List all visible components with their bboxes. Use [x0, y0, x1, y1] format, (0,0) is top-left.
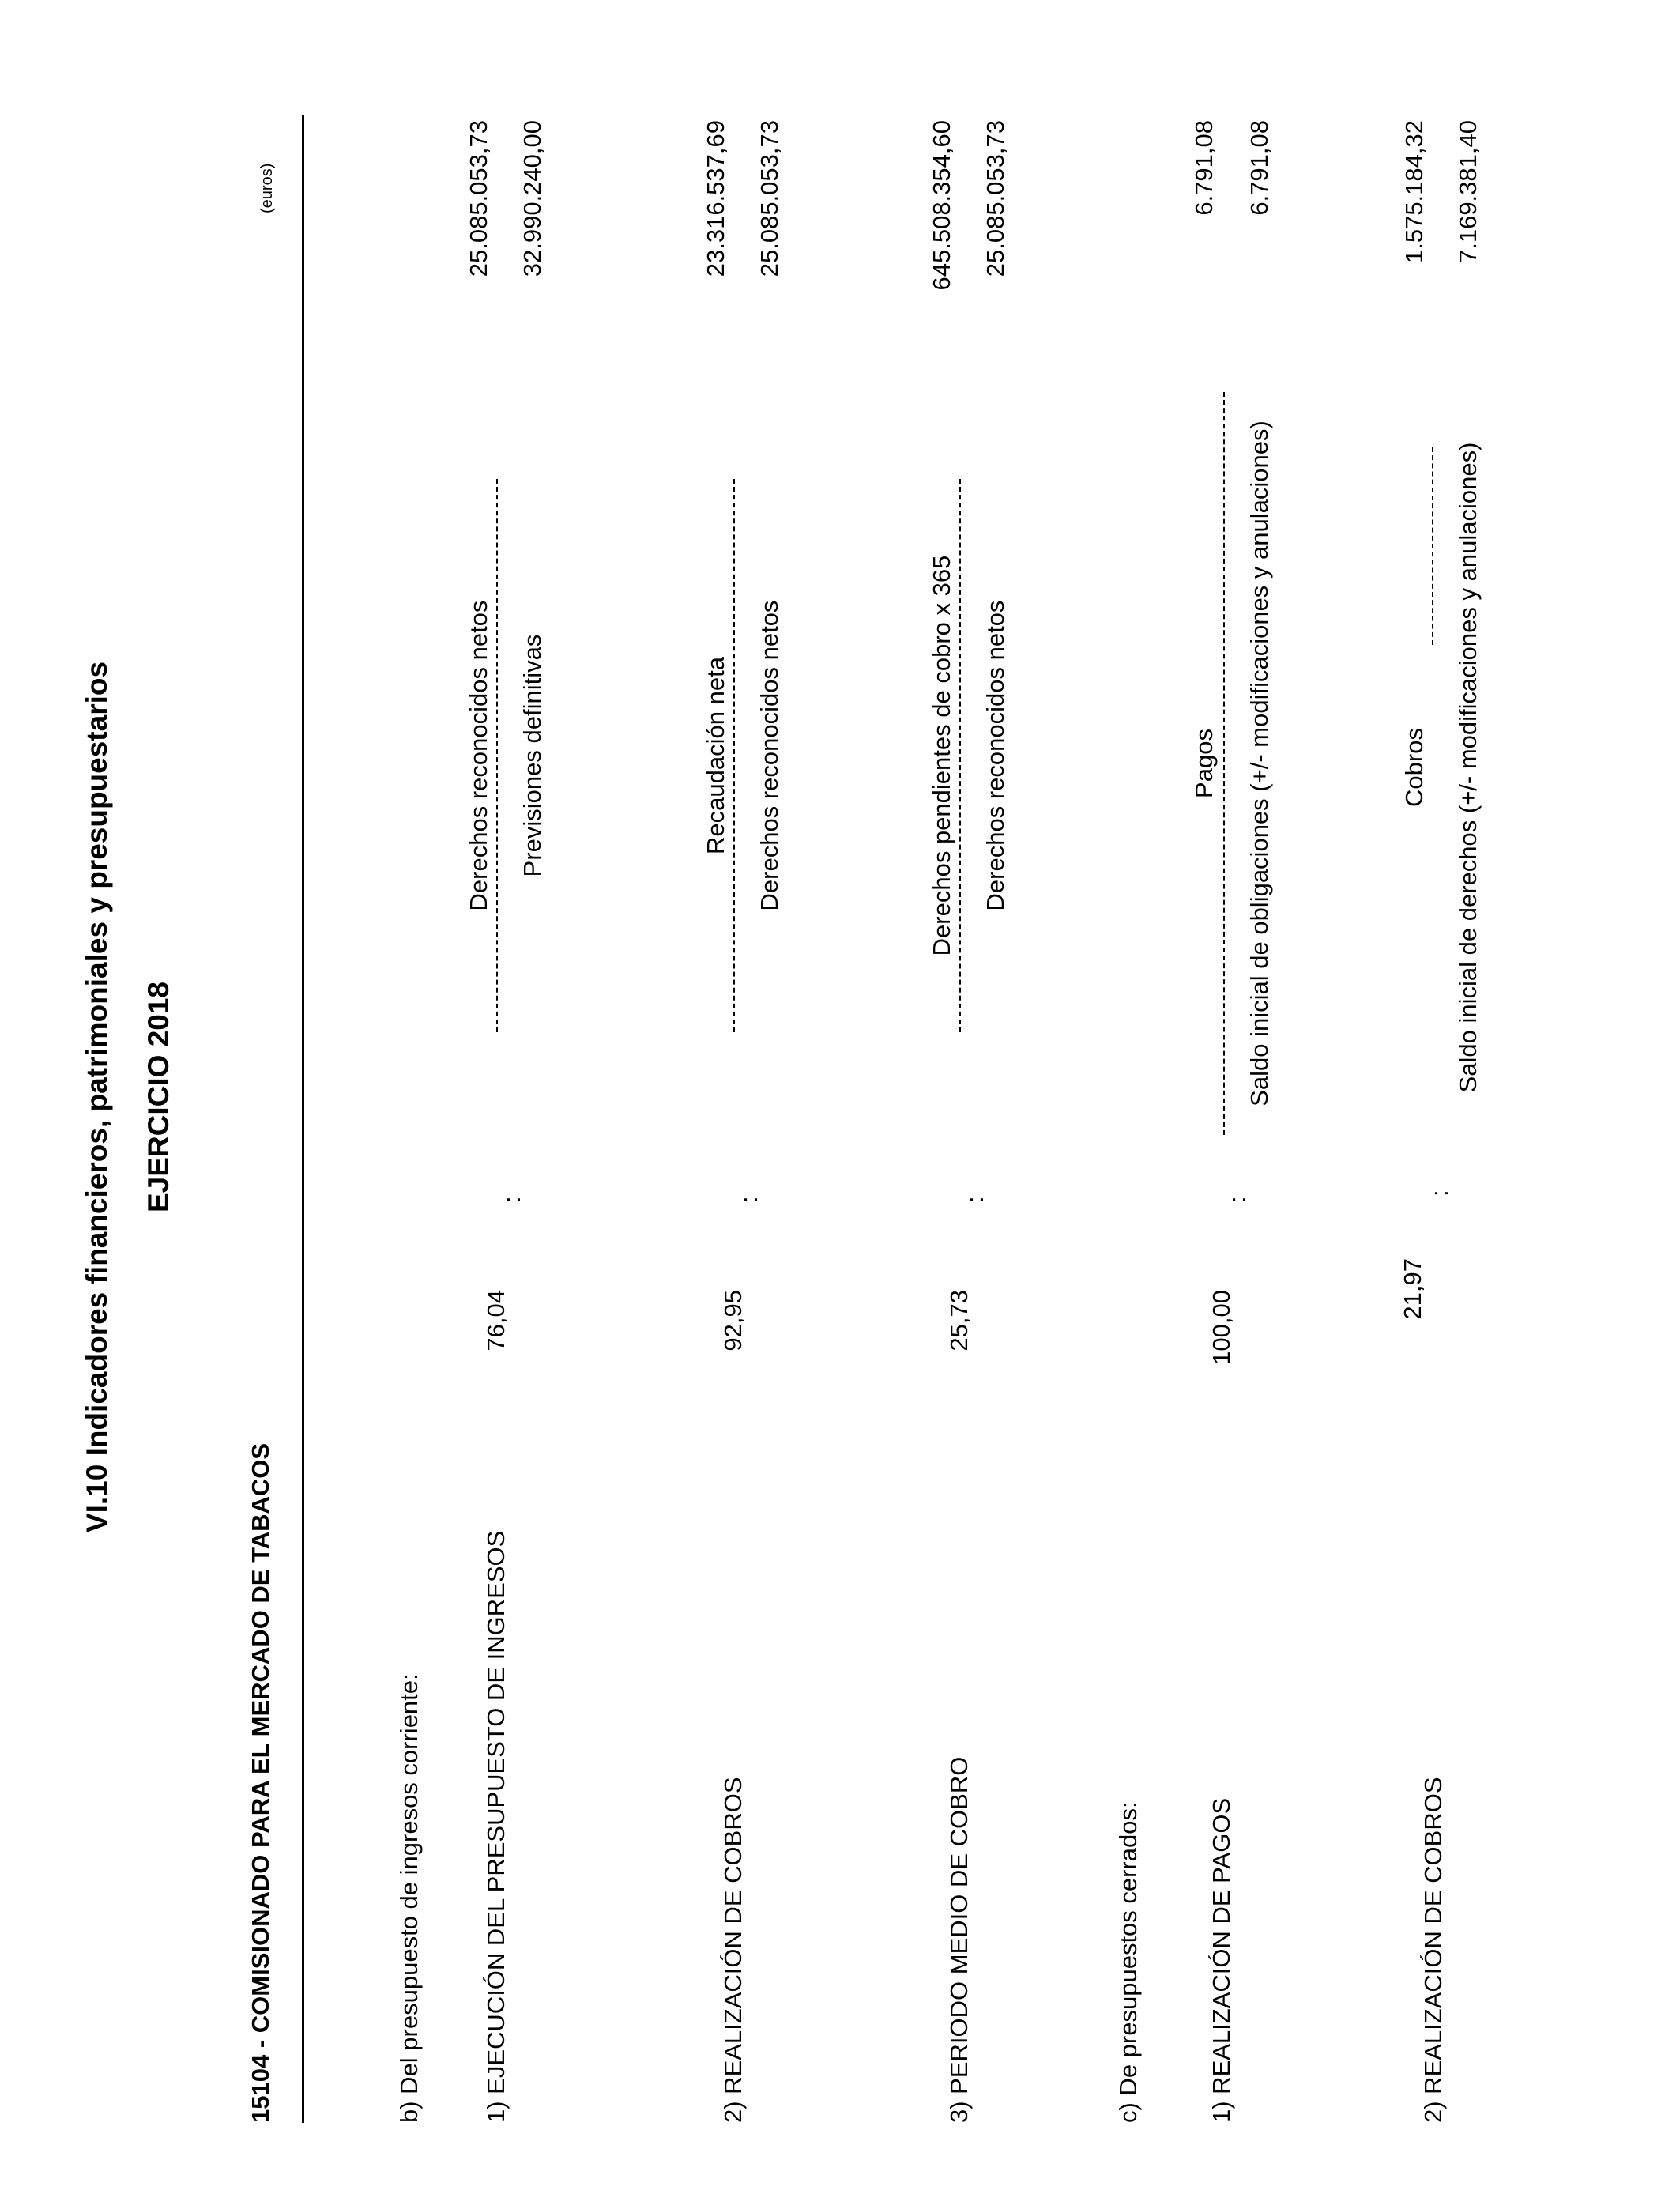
- indicator-value: 100,00: [1207, 1290, 1235, 1365]
- header-rule: [302, 115, 304, 2123]
- denominator-amount: 6.791,08: [1245, 120, 1273, 216]
- numerator-label: Derechos pendientes de cobro x 365: [928, 555, 955, 956]
- numerator-label: Derechos reconocidos netos: [465, 600, 492, 911]
- separator-colon: :: [498, 1196, 525, 1203]
- numerator-amount: 6.791,08: [1190, 120, 1218, 216]
- denominator-label: Previsiones definitivas: [518, 634, 546, 877]
- numerator-amount: 645.508.354,60: [928, 120, 955, 291]
- indicator-value: 25,73: [945, 1290, 973, 1351]
- separator-colon: :: [735, 1196, 763, 1203]
- indicator-label: 2) REALIZACIÓN DE COBROS: [719, 1777, 747, 2123]
- denominator-amount: 25.085.053,73: [755, 120, 783, 277]
- denominator-amount: 32.990.240,00: [518, 120, 546, 277]
- section-c-heading: c) De presupuestos cerrados:: [1114, 1801, 1142, 2123]
- fraction-line: [1432, 447, 1433, 645]
- indicator-label: 1) EJECUCIÓN DEL PRESUPUESTO DE INGRESOS: [482, 1530, 510, 2123]
- indicator-value: 21,97: [1399, 1258, 1426, 1320]
- numerator-label: Pagos: [1190, 729, 1218, 798]
- fiscal-year: EJERCICIO 2018: [142, 981, 175, 1213]
- numerator-amount: 25.085.053,73: [465, 120, 492, 277]
- separator-colon: :: [961, 1196, 989, 1203]
- separator-colon: :: [1426, 1189, 1453, 1197]
- document-title: VI.10 Indicadores financieros, patrimoniales y presupuestarios: [81, 661, 113, 1533]
- denominator-amount: 7.169.381,40: [1454, 120, 1482, 264]
- section-b-heading: b) Del presupuesto de ingresos corriente:: [395, 1673, 423, 2123]
- denominator-amount: 25.085.053,73: [981, 120, 1009, 277]
- fraction-line: [1223, 392, 1225, 1135]
- units-label: (euros): [258, 163, 276, 213]
- numerator-amount: 23.316.537,69: [702, 120, 729, 277]
- fraction-line: [959, 479, 961, 1032]
- denominator-label: Saldo inicial de derechos (+/- modificaciones y anulaciones): [1454, 442, 1482, 1093]
- indicator-label: 2) REALIZACIÓN DE COBROS: [1419, 1777, 1447, 2123]
- numerator-label: Recaudación neta: [702, 657, 729, 854]
- separator-colon: :: [1223, 1196, 1251, 1203]
- numerator-label: Cobros: [1400, 728, 1428, 807]
- denominator-label: Saldo inicial de obligaciones (+/- modificaciones y anulaciones): [1245, 420, 1273, 1106]
- denominator-label: Derechos reconocidos netos: [755, 600, 783, 911]
- fraction-line: [496, 479, 498, 1032]
- indicator-label: 3) PERIODO MEDIO DE COBRO: [945, 1756, 973, 2123]
- numerator-amount: 1.575.184,32: [1400, 120, 1428, 264]
- indicator-value: 76,04: [482, 1290, 510, 1351]
- denominator-label: Derechos reconocidos netos: [981, 600, 1009, 911]
- indicator-label: 1) REALIZACIÓN DE PAGOS: [1207, 1797, 1235, 2123]
- fraction-line: [733, 479, 735, 1032]
- entity-name: 15104 - COMISIONADO PARA EL MERCADO DE TABACOS: [247, 1442, 274, 2123]
- indicator-value: 92,95: [719, 1290, 747, 1351]
